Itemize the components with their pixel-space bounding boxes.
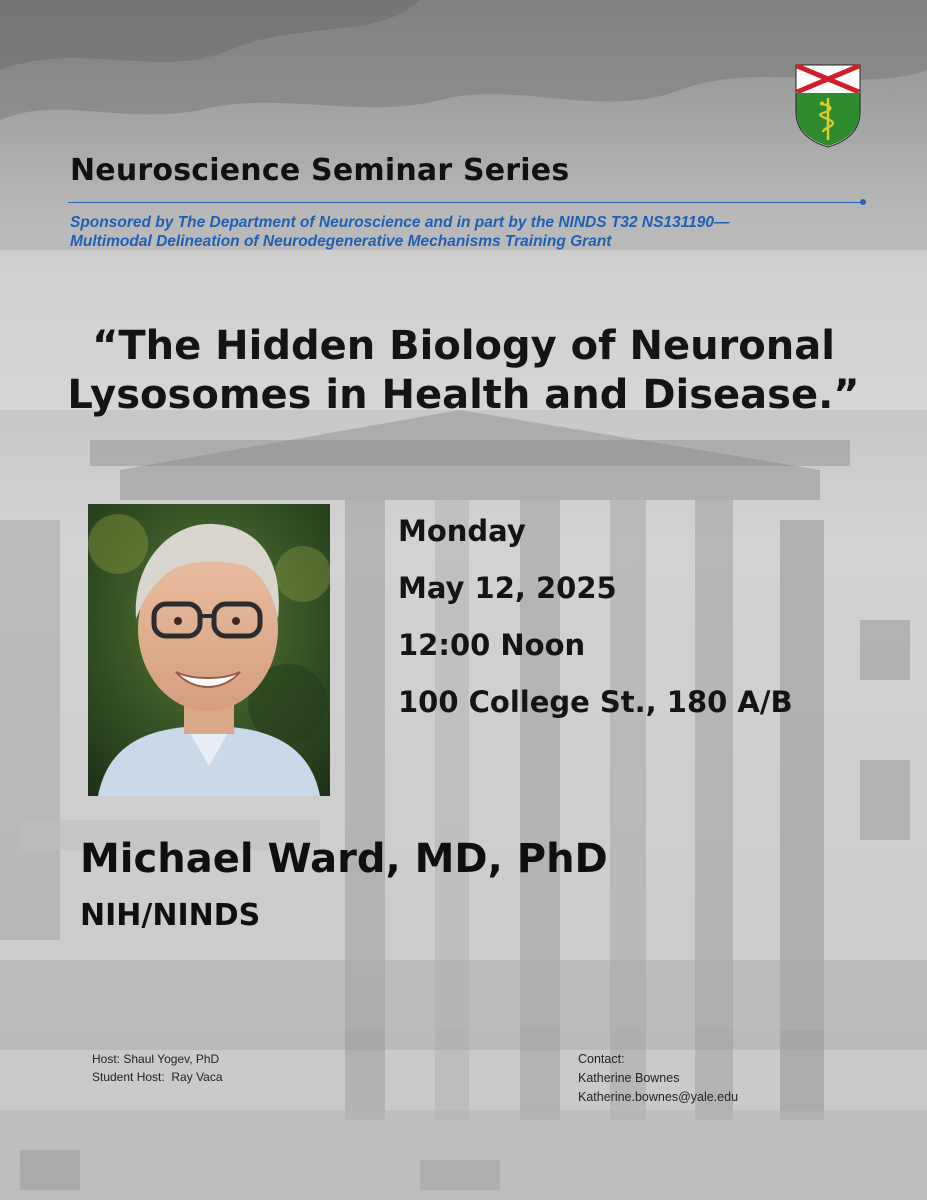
- event-date: May 12, 2025: [398, 571, 617, 605]
- student-host-line: [92, 1068, 223, 1086]
- yale-medicine-shield-icon: [795, 64, 861, 148]
- event-time: 12:00 Noon: [398, 628, 586, 662]
- host-label: Host:: [92, 1052, 121, 1066]
- host-name: Shaul Yogev, PhD: [123, 1052, 220, 1066]
- talk-title-line-2: Lysosomes in Health and Disease.”: [67, 372, 860, 418]
- contact-label: Contact:: [578, 1052, 625, 1066]
- event-details: [398, 510, 793, 738]
- sponsor-line-2: Multimodal Delineation of Neurodegenerative Mechanisms Training Grant: [70, 233, 612, 250]
- contact-email[interactable]: Katherine.bownes@yale.edu: [578, 1090, 739, 1104]
- series-title: Neuroscience Seminar Series: [70, 153, 570, 188]
- talk-title: [60, 322, 867, 420]
- host-line: [92, 1050, 223, 1068]
- hosts-block: [92, 1050, 223, 1086]
- sponsor-text: [70, 213, 870, 251]
- speaker-name: Michael Ward, MD, PhD: [80, 836, 608, 882]
- student-host-name: Ray Vaca: [171, 1070, 223, 1084]
- sponsor-line-1: Sponsored by The Department of Neuroscience and in part by the NINDS T32 NS131190—: [70, 214, 730, 231]
- talk-title-line-1: “The Hidden Biology of Neuronal: [92, 323, 835, 369]
- contact-block: [578, 1050, 738, 1107]
- speaker-affiliation: NIH/NINDS: [80, 898, 261, 933]
- event-location: 100 College St., 180 A/B: [398, 685, 793, 719]
- event-day: Monday: [398, 514, 526, 548]
- speaker-portrait-illustration: [88, 504, 330, 796]
- speaker-photo: [88, 504, 330, 796]
- student-host-label: Student Host:: [92, 1070, 165, 1084]
- contact-name: Katherine Bownes: [578, 1071, 680, 1085]
- title-divider: [68, 202, 863, 203]
